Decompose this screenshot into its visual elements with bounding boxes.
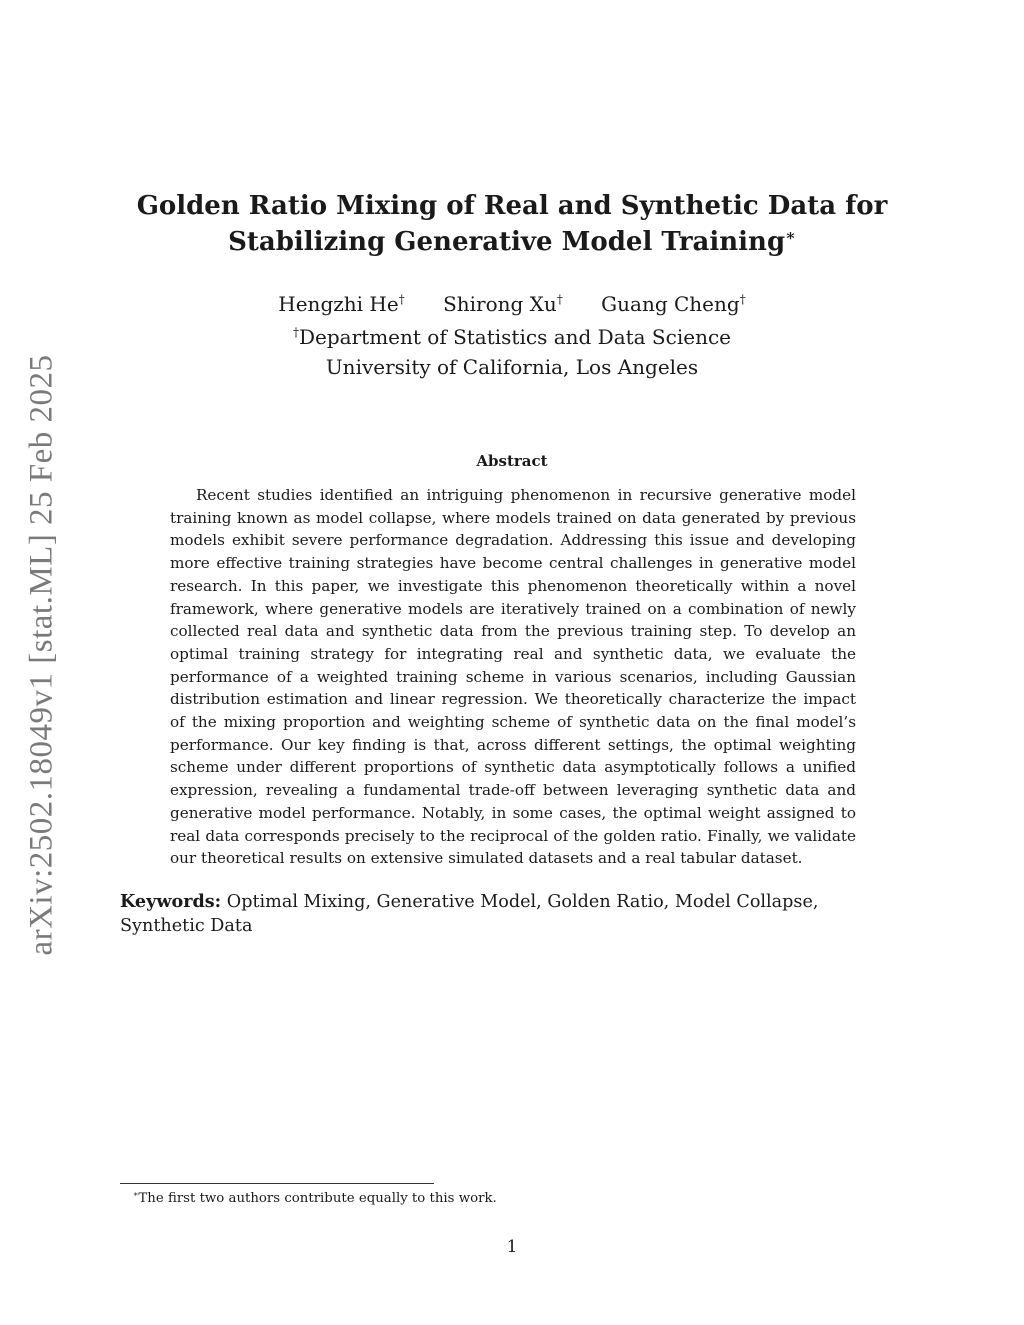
keywords-label: Keywords: — [120, 891, 222, 912]
abstract-text: Recent studies identified an intriguing phenomenon in recursive generative model training known as model collapse, where models trained on data generated by previous models exhibit severe performance degradation. Addressing this issue and developing more effective training strategies have become central challenges in generative model research. In this paper, we investigate this phenomenon theoretically within a novel framework, where generative models are iteratively trained on a combination of newly collected real data and synthetic data from the previous training step. To develop an optimal training strategy for integrating real and synthetic data, we evaluate the performance of a weighted training scheme in various scenarios, including Gaussian distribution estimation and linear regression. We theoretically characterize the impact of the mixing proportion and weighting scheme of synthetic data on the final model’s performance. Our key finding is that, across different settings, the optimal weighting scheme under different proportions of synthetic data asymptotically follows a unified expression, revealing a fundamental trade-off between leveraging synthetic data and generative model performance. Notably, in some cases, the optimal weight assigned to real data corresponds precisely to the reciprocal of the golden ratio. Finally, we validate our theoretical results on extensive simulated datasets and a real tabular dataset. — [170, 486, 856, 868]
footnote-text: The first two authors contribute equally to this work. — [138, 1191, 497, 1206]
arxiv-identifier: arXiv:2502.18049v1 [stat.ML] 25 Feb 2025 — [23, 354, 60, 956]
author-2 — [443, 292, 563, 316]
author-name: Shirong Xu — [443, 292, 557, 316]
title-line-2: Stabilizing Generative Model Training — [228, 227, 786, 257]
affiliation-department: Department of Statistics and Data Science — [299, 325, 731, 349]
keywords-text: Optimal Mixing, Generative Model, Golden Ratio, Model Collapse, Synthetic Data — [120, 892, 819, 936]
footnote-mark: ∗ — [133, 1189, 139, 1199]
footnote — [133, 1190, 497, 1208]
author-mark: † — [398, 292, 405, 307]
paper-title — [100, 188, 924, 260]
page-number: 1 — [506, 1237, 518, 1257]
author-name: Hengzhi He — [278, 292, 399, 316]
affiliation-university: University of California, Los Angeles — [325, 355, 699, 379]
keywords — [120, 890, 906, 938]
author-name: Guang Cheng — [601, 292, 740, 316]
abstract-heading: Abstract — [476, 452, 548, 470]
author-3 — [601, 292, 746, 316]
title-line-1: Golden Ratio Mixing of Real and Synthetic Data for — [136, 191, 888, 221]
author-list — [100, 290, 924, 318]
affiliation-mark: † — [293, 325, 299, 340]
author-mark: † — [556, 292, 563, 307]
affiliation — [100, 322, 924, 382]
title-footnote-mark: ∗ — [785, 225, 796, 245]
affiliation-department-line — [100, 322, 924, 352]
author-mark: † — [739, 292, 746, 307]
footnote-divider — [120, 1183, 434, 1184]
arxiv-identifier-sidebar — [12, 350, 72, 960]
author-1 — [278, 292, 404, 316]
